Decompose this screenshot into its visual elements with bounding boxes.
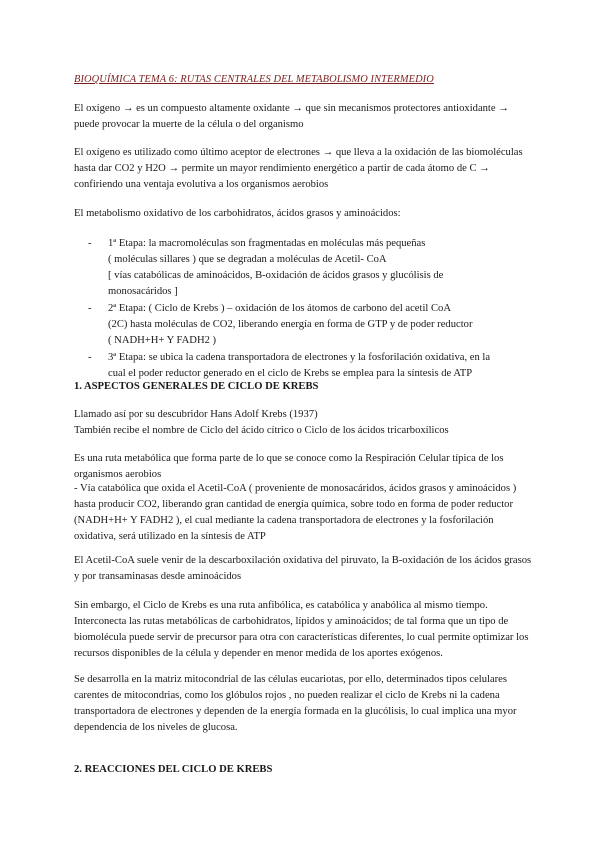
stage-line: 2ª Etapa: ( Ciclo de Krebs ) – oxidación de los átomos de carbono del acetil CoA [108,303,452,314]
list-bullet: - [88,352,92,363]
krebs-discoverer-paragraph [74,407,534,439]
acetyl-coa-origin-paragraph: El Acetil-CoA suele venir de la descarboxilación oxidativa del piruvato, la B-oxidación de los ácidos grasos y por transaminasas desde aminoácidos [74,555,532,582]
section-heading: 1. ASPECTOS GENERALES DE CICLO DE KREBS [74,381,319,392]
stage-line: [ vías catabólicas de aminoácidos, B-oxidación de ácidos grasos y glucólisis de [108,270,444,281]
stage-line: cual el poder reductor generado en el ciclo de Krebs se emplea para la síntesis de ATP [108,368,473,379]
stage-line: ( NADH+H+ Y FADH2 ) [108,335,217,346]
paragraph-line: También recibe el nombre de Ciclo del ácido cítrico o Ciclo de los ácidos tricarboxílicos [74,425,449,436]
intro-paragraph-electron-acceptor: El oxígeno es utilizado como último aceptor de electrones → que lleva a la oxidación de las biomoléculas hasta dar CO2 y H2O → permite un mayor rendimiento energético a partir de cada átomo de C → confiriendo una ventaja evolutiva a los organismos aerobios [74,147,523,190]
stage-item [74,301,524,349]
stage-line: 1ª Etapa: la macromoléculas son fragmentadas en moléculas más pequeñas [108,238,426,249]
stage-item [74,350,524,382]
catabolic-route-paragraph: - Vía catabólica que oxida el Acetil-CoA ( proveniente de monosacáridos, ácidos grasos y aminoácidos ) hasta producir CO2, liberando gran cantidad de energía química, sobre todo en forma de poder reductor (NADH+H+ Y FADH2 ), el cual mediante la cadena transportadora de electrones y la fosforilación oxidativa, será utilizado en la síntesis de ATP [74,483,517,542]
amphibolic-paragraph: Sin embargo, el Ciclo de Krebs es una ruta anfibólica, es catabólica y anabólica al mismo tiempo. Interconecta las rutas metabólicas de carbohidratos, lípidos y aminoácidos; de tal forma que un tipo de biomolécula puede servir de precursor para otra con características diferentes, lo cual permite optimizar los recursos disponibles de la célula y depender en menor medida de los aportes exógenos. [74,600,529,659]
stage-line: ( moléculas sillares ) que se degradan a moléculas de Acetil- CoA [108,254,387,265]
stage-item [74,236,524,300]
list-bullet: - [88,303,92,314]
stage-line: (2C) hasta moléculas de CO2, liberando energía en forma de GTP y de poder reductor [108,319,473,330]
mitochondrial-matrix-paragraph: Se desarrolla en la matriz mitocondrial de las células eucariotas, por ello, determinados tipos celulares carentes de mitocondrias, como los glóbulos rojos , no pueden realizar el ciclo de Krebs ni la cadena transportadora de electrones y dependen de la energía formada en la glucólisis, lo cual implica una myor dependencia de los niveles de glucosa. [74,674,517,733]
respiration-paragraph: Es una ruta metabólica que forma parte de lo que se conoce como la Respiración Celular típica de los organismos aerobios [74,453,504,480]
stage-line: monosacáridos ] [108,286,178,297]
section-heading: 2. REACCIONES DEL CICLO DE KREBS [74,764,273,775]
intro-paragraph-oxygen: El oxígeno → es un compuesto altamente oxidante → que sin mecanismos protectores antioxidante → puede provocar la muerte de la célula o del organismo [74,103,509,130]
paragraph-line: Llamado así por su descubridor Hans Adolf Krebs (1937) [74,409,318,420]
document-title: BIOQUÍMICA TEMA 6: RUTAS CENTRALES DEL METABOLISMO INTERMEDIO [74,74,434,85]
list-bullet: - [88,238,92,249]
intro-paragraph-oxidative-metabolism: El metabolismo oxidativo de los carbohidratos, ácidos grasos y aminoácidos: [74,208,401,219]
metabolism-stages-list [74,236,524,383]
stage-line: 3ª Etapa: se ubica la cadena transportadora de electrones y la fosforilación oxidativa, en la [108,352,491,363]
